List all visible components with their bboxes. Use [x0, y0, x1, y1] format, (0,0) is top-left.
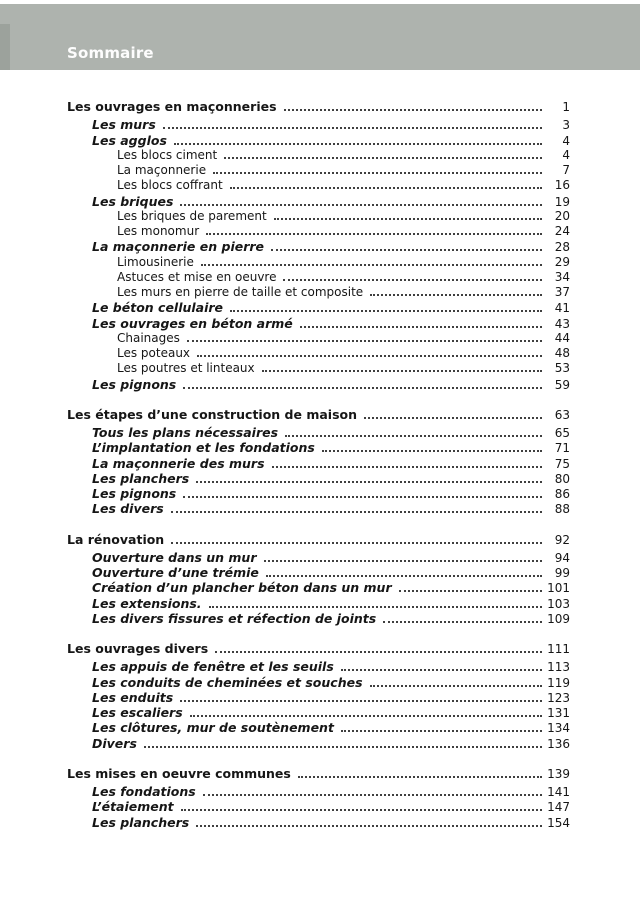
- toc-entry-page: 19: [554, 194, 570, 209]
- toc-entry-label: Divers: [92, 735, 137, 751]
- toc-entry: [67, 407, 570, 422]
- toc-entry-label: Les murs: [92, 117, 156, 133]
- dot-leader: [284, 109, 542, 111]
- toc-entry-page: 43: [554, 316, 570, 331]
- toc-entry-page: 7: [562, 163, 570, 177]
- toc-entry-page: 3: [562, 118, 570, 133]
- dot-leader: [180, 700, 542, 702]
- toc-entry: [67, 565, 570, 580]
- toc-entry: [67, 486, 570, 501]
- toc-entry-page: 111: [547, 642, 570, 656]
- toc-entry-label: Les enduits: [92, 689, 174, 705]
- toc-entry-page: 154: [547, 815, 570, 830]
- toc-entry: [67, 270, 570, 285]
- toc-entry-page: 94: [554, 550, 570, 565]
- toc-entry: [67, 300, 570, 315]
- toc-entry-page: 113: [547, 660, 570, 675]
- toc-entry-page: 41: [554, 301, 570, 316]
- toc-entry-page: 34: [554, 269, 570, 284]
- toc-entry-label: Ouverture d’une trémie: [92, 565, 259, 580]
- dot-leader: [206, 233, 542, 235]
- toc-entry: [67, 659, 570, 674]
- toc-entry: [67, 285, 570, 300]
- toc-entry-page: 20: [554, 208, 570, 223]
- toc-entry-label: Les ouvrages divers: [67, 641, 209, 656]
- dot-leader: [341, 669, 542, 671]
- toc-entry: [67, 440, 570, 455]
- toc-entry-page: 123: [547, 690, 570, 705]
- header-corner-accent: [0, 24, 10, 70]
- toc-entry-page: 134: [547, 721, 570, 736]
- header-bar: [0, 4, 640, 70]
- toc-entry: [67, 675, 570, 690]
- dot-leader: [283, 279, 542, 281]
- dot-leader: [322, 450, 542, 452]
- toc-entry: [67, 331, 570, 346]
- toc-entry-label: Les divers: [92, 501, 164, 517]
- toc-entry-label: Les poutres et linteaux: [117, 361, 255, 376]
- toc-entry-label: Création d’un plancher béton dans un mur: [92, 580, 392, 596]
- dot-leader: [370, 685, 542, 687]
- toc-entry: [67, 163, 570, 178]
- toc-entry-label: Les agglos: [92, 132, 167, 148]
- dot-leader: [272, 466, 542, 468]
- toc-entry-label: Les ouvrages en maçonneries: [67, 99, 277, 114]
- toc-entry-page: 139: [547, 766, 570, 781]
- toc-entry: [67, 224, 570, 239]
- toc-entry-label: La maçonnerie: [117, 163, 207, 177]
- toc-entry-label: Les mises en oeuvre communes: [67, 765, 291, 781]
- toc-entry-page: 71: [554, 441, 570, 456]
- toc-entry-page: 4: [562, 133, 570, 148]
- toc-entry-label: Les poteaux: [117, 346, 191, 360]
- toc-entry-page: 53: [554, 361, 570, 376]
- toc-entry-page: 48: [554, 346, 570, 360]
- dot-leader: [183, 387, 542, 389]
- dot-leader: [174, 143, 542, 145]
- toc-entry: [67, 532, 570, 547]
- toc-entry: [67, 705, 570, 720]
- toc-entry: [67, 784, 570, 799]
- toc-section: [67, 532, 570, 627]
- toc-entry-label: Les appuis de fenêtre et les seuils: [92, 659, 334, 675]
- toc-entry-page: 99: [554, 566, 570, 580]
- toc-entry: [67, 799, 570, 814]
- dot-leader: [224, 157, 542, 159]
- toc-entry-label: Le béton cellulaire: [92, 300, 224, 316]
- toc-entry-label: Les extensions.: [92, 595, 202, 611]
- toc-entry-page: 24: [554, 224, 570, 238]
- toc-entry-page: 131: [547, 706, 570, 720]
- dot-leader: [209, 606, 542, 608]
- toc-entry: [67, 501, 570, 516]
- dot-leader: [383, 621, 542, 623]
- dot-leader: [196, 481, 542, 483]
- dot-leader: [171, 511, 542, 513]
- toc-entry-label: Ouverture dans un mur: [92, 549, 257, 565]
- toc-entry-label: Les clôtures, mur de soutènement: [92, 720, 334, 736]
- dot-leader: [285, 435, 542, 437]
- dot-leader: [274, 218, 542, 220]
- toc-entry: [67, 550, 570, 565]
- dot-leader: [196, 825, 542, 827]
- toc-entry: [67, 361, 570, 376]
- toc-entry: [67, 346, 570, 361]
- toc-entry-page: 86: [554, 487, 570, 501]
- dot-leader: [163, 127, 542, 129]
- toc-entry-label: Les divers fissures et réfection de joints: [92, 610, 377, 626]
- dot-leader: [262, 370, 542, 372]
- dot-leader: [187, 340, 542, 342]
- toc-entry: [67, 580, 570, 595]
- dot-leader: [300, 326, 542, 328]
- toc-entry: [67, 815, 570, 830]
- toc-entry: [67, 255, 570, 270]
- toc-entry-label: Chainages: [117, 330, 180, 345]
- toc-entry-page: 1: [562, 100, 570, 114]
- toc-entry: [67, 133, 570, 148]
- toc-entry-label: Les blocs coffrant: [117, 178, 223, 193]
- toc-entry: [67, 736, 570, 751]
- page-title: Sommaire: [67, 44, 154, 62]
- dot-leader: [370, 294, 542, 296]
- toc-entry: [67, 148, 570, 163]
- table-of-contents: [0, 99, 640, 845]
- toc-entry-page: 136: [547, 736, 570, 751]
- toc-entry: [67, 425, 570, 440]
- toc-entry: [67, 766, 570, 781]
- toc-entry-label: Les monomur: [117, 224, 200, 238]
- toc-entry-page: 59: [554, 377, 570, 392]
- toc-entry-page: 29: [554, 254, 570, 269]
- toc-entry-label: Les fondations: [92, 784, 196, 799]
- toc-entry-label: L’implantation et les fondations: [92, 440, 315, 456]
- toc-entry-label: Les murs en pierre de taille et composite: [117, 285, 364, 299]
- toc-entry-label: Les conduits de cheminées et souches: [92, 674, 363, 690]
- toc-entry: [67, 690, 570, 705]
- toc-entry: [67, 239, 570, 254]
- toc-entry: [67, 596, 570, 611]
- toc-entry-page: 28: [554, 240, 570, 255]
- toc-entry-label: Les planchers: [92, 814, 190, 830]
- toc-entry-page: 75: [554, 456, 570, 471]
- toc-entry-label: Les briques: [92, 193, 174, 209]
- toc-entry: [67, 641, 570, 656]
- toc-entry: [67, 117, 570, 132]
- dot-leader: [341, 730, 542, 732]
- dot-leader: [230, 310, 542, 312]
- toc-entry-label: Les planchers: [92, 470, 190, 486]
- toc-entry-page: 103: [547, 596, 570, 611]
- dot-leader: [183, 496, 542, 498]
- toc-entry-page: 92: [554, 532, 570, 547]
- dot-leader: [201, 264, 542, 266]
- toc-section: [67, 766, 570, 830]
- toc-entry-label: Les blocs ciment: [117, 147, 218, 162]
- dot-leader: [364, 417, 542, 419]
- dot-leader: [266, 575, 542, 577]
- toc-entry: [67, 194, 570, 209]
- dot-leader: [271, 249, 542, 251]
- toc-entry-label: La maçonnerie en pierre: [92, 239, 265, 255]
- toc-entry-page: 88: [554, 502, 570, 517]
- toc-entry: [67, 178, 570, 193]
- toc-entry: [67, 99, 570, 114]
- toc-entry: [67, 316, 570, 331]
- toc-entry: [67, 456, 570, 471]
- toc-entry-label: Les ouvrages en béton armé: [92, 315, 293, 331]
- toc-entry-label: La rénovation: [67, 531, 165, 547]
- toc-entry-label: Astuces et mise en oeuvre: [117, 269, 277, 284]
- toc-entry-label: Les pignons: [92, 376, 177, 392]
- toc-section: [67, 99, 570, 392]
- dot-leader: [230, 187, 542, 189]
- toc-entry: [67, 611, 570, 626]
- dot-leader: [197, 355, 542, 357]
- toc-entry-label: Les escaliers: [92, 705, 183, 720]
- toc-entry-label: Les pignons: [92, 486, 177, 501]
- toc-entry: [67, 471, 570, 486]
- dot-leader: [399, 590, 542, 592]
- toc-entry-page: 147: [547, 800, 570, 815]
- toc-entry-page: 63: [554, 407, 570, 422]
- dot-leader: [298, 776, 542, 778]
- toc-entry-page: 80: [554, 471, 570, 486]
- toc-entry-page: 109: [547, 611, 570, 626]
- toc-entry-label: Limousinerie: [117, 254, 194, 269]
- toc-entry-label: La maçonnerie des murs: [92, 455, 265, 471]
- toc-entry-page: 141: [547, 785, 570, 799]
- dot-leader: [215, 651, 542, 653]
- toc-entry-page: 37: [554, 285, 570, 299]
- toc-section: [67, 407, 570, 517]
- toc-entry-page: 4: [562, 147, 570, 162]
- toc-entry-page: 16: [554, 178, 570, 193]
- toc-entry-label: Les briques de parement: [117, 208, 267, 223]
- toc-entry-page: 65: [554, 426, 570, 440]
- dot-leader: [203, 794, 542, 796]
- toc-entry: [67, 209, 570, 224]
- toc-entry-label: L’étaiement: [92, 799, 174, 815]
- toc-section: [67, 641, 570, 751]
- toc-entry: [67, 720, 570, 735]
- dot-leader: [180, 204, 542, 206]
- dot-leader: [181, 809, 542, 811]
- dot-leader: [171, 542, 542, 544]
- dot-leader: [144, 746, 542, 748]
- toc-entry-page: 119: [547, 675, 570, 690]
- toc-entry-label: Tous les plans nécessaires: [92, 425, 279, 440]
- dot-leader: [190, 715, 542, 717]
- toc-entry: [67, 377, 570, 392]
- toc-entry-page: 101: [547, 581, 570, 596]
- toc-entry-label: Les étapes d’une construction de maison: [67, 406, 357, 422]
- dot-leader: [264, 560, 543, 562]
- toc-entry-page: 44: [554, 330, 570, 345]
- dot-leader: [213, 172, 542, 174]
